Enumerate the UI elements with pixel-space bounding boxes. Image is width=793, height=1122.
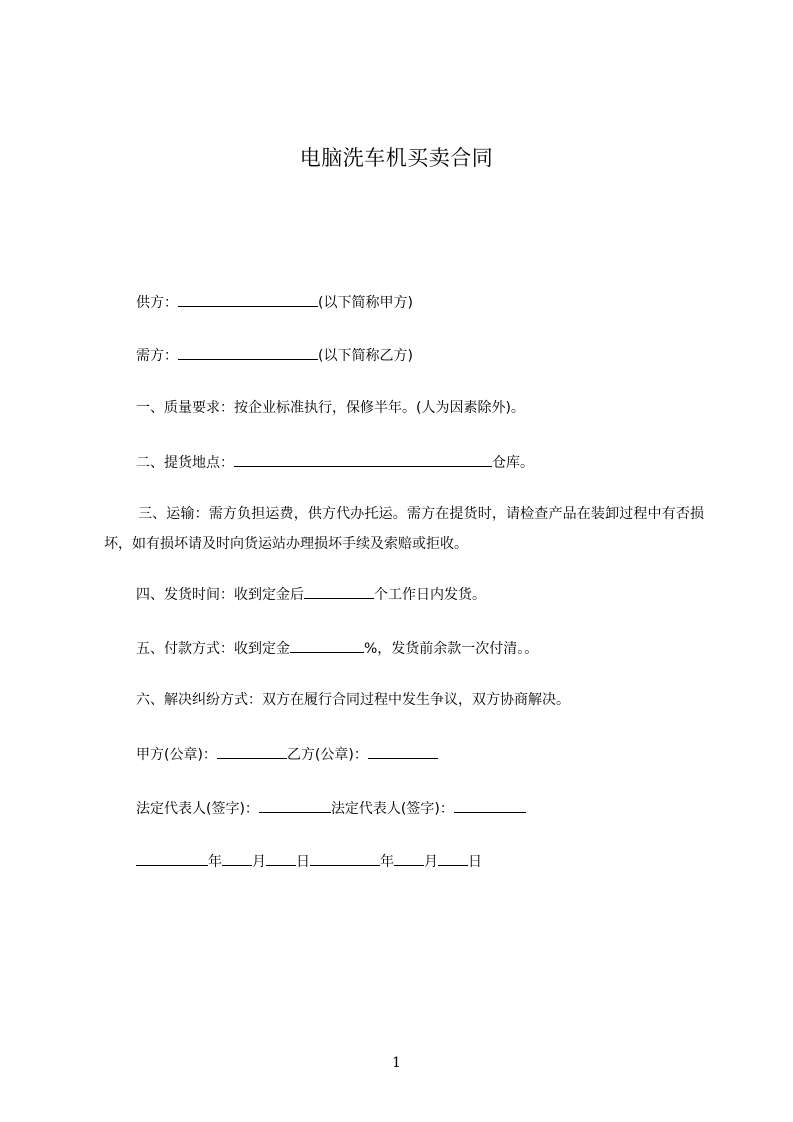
representative-line [136,797,526,819]
supplier-suffix: (以下简称甲方) [318,295,413,311]
clause-transport: 三、运输：需方负担运费，供方代办托运。需方在提货时，请检查产品在装卸过程中有否损坏，如有损坏请及时向货运站办理损坏手续及索赔或拒收。 [104,506,704,552]
party-a-seal-label: 甲方(公章)： [136,747,217,763]
clause-delivery-suffix: 个工作日内发货。 [374,587,486,603]
clause-payment [136,637,538,659]
clause-delivery-prefix: 四、发货时间：收到定金后 [136,587,304,603]
buyer-suffix: (以下简称乙方) [318,348,413,364]
buyer-blank [178,344,318,360]
clause-quality: 一、质量要求：按企业标准执行，保修半年。(人为因素除外)。 [136,400,525,416]
party-b-seal-label: 乙方(公章)： [286,747,368,763]
supplier-line [136,291,413,313]
party-b-seal-blank [368,743,438,759]
clause-delivery-time [136,583,486,605]
buyer-label: 需方： [136,348,178,364]
party-b-rep-label: 法定代表人(签字)： [330,801,454,817]
party-a-year-blank [136,850,208,866]
party-b-day-label: 日 [468,854,482,870]
party-a-month-label: 月 [252,854,266,870]
buyer-line [136,344,413,366]
party-b-rep-blank [454,797,526,813]
deposit-percent-blank [290,637,364,653]
party-b-year-blank [310,850,380,866]
page-number: 1 [392,1055,401,1071]
party-b-month-blank [394,850,424,866]
clause-payment-prefix: 五、付款方式：收到定金 [136,641,290,657]
supplier-blank [178,291,318,307]
date-line [136,850,482,872]
clause-dispute: 六、解决纠纷方式：双方在履行合同过程中发生争议，双方协商解决。 [136,692,570,708]
party-a-year-label: 年 [208,854,222,870]
party-a-rep-label: 法定代表人(签字)： [136,801,259,817]
party-b-year-label: 年 [380,854,394,870]
party-b-month-label: 月 [424,854,438,870]
pickup-location-blank [234,451,492,467]
clause-pickup-suffix: 仓库。 [492,455,534,471]
delivery-days-blank [304,583,374,599]
seal-line [136,743,438,765]
document-title: 电脑洗车机买卖合同 [299,146,494,170]
clause-pickup-location [136,451,534,473]
supplier-label: 供方： [136,295,178,311]
clause-payment-suffix: %，发货前余款一次付清。。 [364,641,539,657]
party-a-seal-blank [217,743,287,759]
clause-pickup-prefix: 二、提货地点： [136,455,234,471]
party-a-rep-blank [259,797,331,813]
party-a-day-blank [266,850,296,866]
party-b-day-blank [438,850,468,866]
party-a-month-blank [222,850,252,866]
party-a-day-label: 日 [296,854,310,870]
